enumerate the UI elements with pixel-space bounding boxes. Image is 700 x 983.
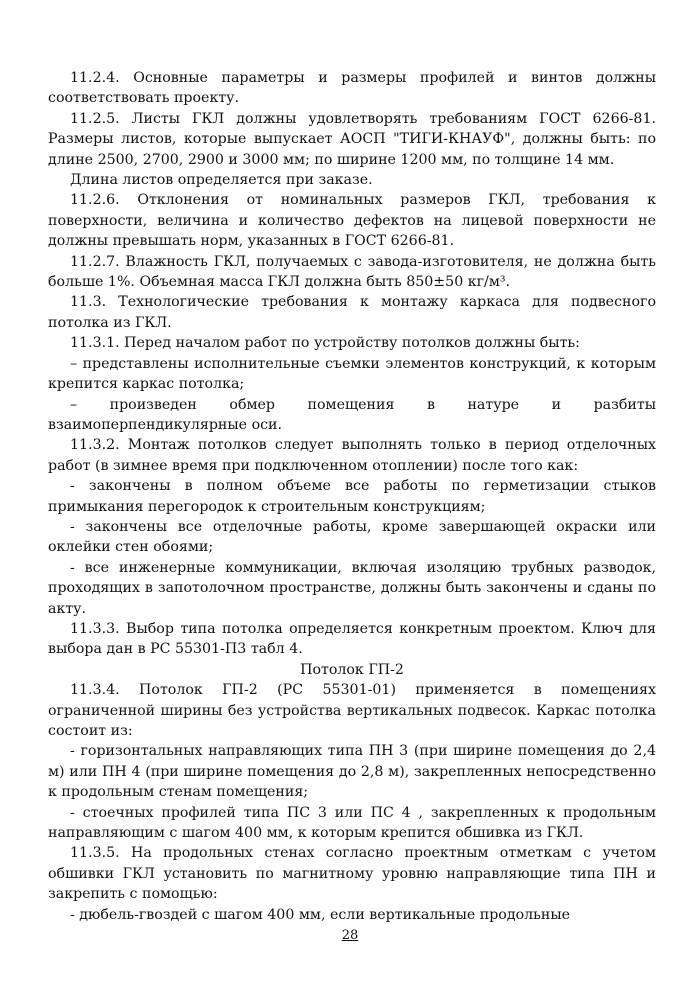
list-item-finishing: - закончены все отделочные работы, кроме завершающей окраски или оклейки стен обоями;	[48, 518, 656, 556]
paragraph-11-2-5: 11.2.5. Листы ГКЛ должны удовлетворять требованиям ГОСТ 6266-81. Размеры листов, которые выпускает АОСП "ТИГИ-КНАУФ", должны быть: по длине 2500, 2700, 2900 и 3000 мм; по ширине 1200 мм, по толщине 14 мм.	[48, 110, 656, 168]
page-number	[0, 928, 700, 943]
paragraph-11-3: 11.3. Технологические требования к монтажу каркаса для подвесного потолка из ГКЛ.	[48, 294, 656, 331]
page-number-value: 28	[341, 928, 359, 943]
paragraph-11-3-3: 11.3.3. Выбор типа потолка определяется конкретным проектом. Ключ для выбора дан в РС 55301-П3 табл 4.	[48, 620, 656, 658]
list-item-sealing: - закончены в полном объеме все работы по герметизации стыков примыкания перегородок к строительным конструкциям;	[48, 478, 656, 515]
paragraph-11-2-7: 11.2.7. Влажность ГКЛ, получаемых с завода-изготовителя, не должна быть больше 1%. Объемная масса ГКЛ должна быть 850±50 кг/м³.	[48, 253, 656, 291]
document-body	[48, 68, 656, 925]
paragraph-11-3-5: 11.3.5. На продольных стенах согласно проектным отметкам с учетом обшивки ГКЛ установить по магнитному уровню направляющие типа ПН и закрепить с помощью:	[48, 845, 656, 903]
list-item-horizontal-guides: - горизонтальных направляющих типа ПН 3 (при ширине помещения до 2,4 м) или ПН 4 (при ширине помещения до 2,8 м), закрепленных непосредственно к продольным стенам помещения;	[48, 743, 656, 801]
paragraph-11-2-6: 11.2.6. Отклонения от номинальных размеров ГКЛ, требования к поверхности, величина и количество дефектов на лицевой поверхности не должны превышать норм, указанных в ГОСТ 6266-81.	[48, 192, 656, 250]
paragraph-11-3-4: 11.3.4. Потолок ГП-2 (РС 55301-01) применяется в помещениях ограниченной ширины без устройства вертикальных подвесок. Каркас потолка состоит из:	[48, 682, 656, 739]
section-subheading: Потолок ГП-2	[300, 661, 404, 678]
paragraph-11-3-2: 11.3.2. Монтаж потолков следует выполнять только в период отделочных работ (в зимнее время при подключенном отоплении) после того как:	[48, 437, 656, 474]
list-item-stud-profiles: - стоечных профилей типа ПС 3 или ПС 4 , закрепленных к продольным направляющим с шагом 400 мм, к которым крепится обшивка из ГКЛ.	[48, 804, 656, 842]
list-item-surveys: – представлены исполнительные съемки элементов конструкций, к которым крепится каркас потолка;	[48, 355, 656, 393]
list-item-measurement: – произведен обмер помещения в натуре и разбиты взаимоперпендикулярные оси.	[48, 396, 656, 433]
paragraph-11-3-1: 11.3.1. Перед началом работ по устройству потолков должны быть:	[70, 335, 580, 352]
paragraph-11-2-4: 11.2.4. Основные параметры и размеры профилей и винтов должны соответствовать проекту.	[48, 70, 656, 107]
paragraph-sheet-length: Длина листов определяется при заказе.	[70, 172, 373, 189]
list-item-utilities: - все инженерные коммуникации, включая изоляцию трубных разводок, проходящих в запотолочном пространстве, должны быть закончены и сданы по акту.	[48, 559, 656, 617]
list-item-dowel-nails: - дюбель-гвоздей с шагом 400 мм, если вертикальные продольные	[70, 906, 571, 923]
